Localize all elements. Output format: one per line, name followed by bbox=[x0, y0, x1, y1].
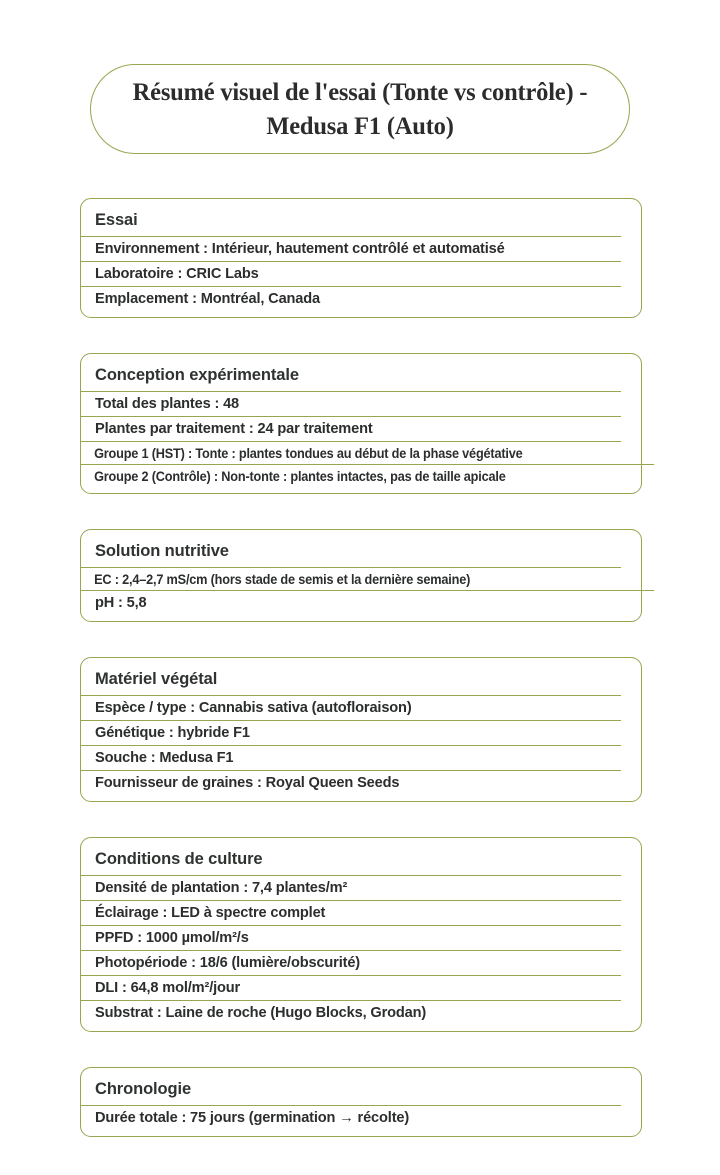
section-row: Substrat : Laine de roche (Hugo Blocks, Grodan) bbox=[95, 1005, 427, 1021]
section-title: Chronologie bbox=[81, 1075, 621, 1106]
section-row: Plantes par traitement : 24 par traitement bbox=[81, 417, 621, 442]
section-row: Durée totale : 75 jours (germination → récolte) bbox=[95, 1110, 410, 1126]
section-card bbox=[80, 837, 642, 1032]
section-row: Environnement : Intérieur, hautement contrôlé et automatisé bbox=[81, 237, 621, 262]
section-card bbox=[80, 657, 642, 802]
section-row: Laboratoire : CRIC Labs bbox=[81, 262, 621, 287]
section-row: Souche : Medusa F1 bbox=[81, 746, 621, 771]
section-card-list bbox=[80, 198, 642, 1172]
section-row: Fournisseur de graines : Royal Queen Seeds bbox=[95, 775, 400, 791]
section-card bbox=[80, 198, 642, 318]
page-title-pill bbox=[90, 64, 630, 154]
section-row: PPFD : 1000 µmol/m²/s bbox=[81, 926, 621, 951]
section-row: Éclairage : LED à spectre complet bbox=[81, 901, 621, 926]
section-card bbox=[80, 1067, 642, 1137]
section-title: Conception expérimentale bbox=[81, 361, 621, 392]
section-title: Conditions de culture bbox=[81, 845, 621, 876]
page-title: Résumé visuel de l'essai (Tonte vs contrôle) - Medusa F1 (Auto) bbox=[132, 77, 588, 140]
section-row: DLI : 64,8 mol/m²/jour bbox=[81, 976, 621, 1001]
section-row: Emplacement : Montréal, Canada bbox=[95, 291, 321, 307]
section-card bbox=[80, 353, 642, 494]
section-row: Photopériode : 18/6 (lumière/obscurité) bbox=[81, 951, 621, 976]
section-row: Total des plantes : 48 bbox=[81, 392, 621, 417]
section-card bbox=[80, 529, 642, 622]
section-title: Solution nutritive bbox=[81, 537, 621, 568]
section-title: Essai bbox=[81, 206, 621, 237]
section-row: pH : 5,8 bbox=[95, 595, 147, 611]
section-title: Matériel végétal bbox=[81, 665, 621, 696]
section-row: Génétique : hybride F1 bbox=[81, 721, 621, 746]
section-row: Densité de plantation : 7,4 plantes/m² bbox=[81, 876, 621, 901]
section-row: EC : 2,4–2,7 mS/cm (hors stade de semis et la dernière semaine) bbox=[81, 568, 654, 591]
section-row: Groupe 2 (Contrôle) : Non-tonte : plantes intactes, pas de taille apicale bbox=[94, 468, 506, 484]
section-row: Groupe 1 (HST) : Tonte : plantes tondues au début de la phase végétative bbox=[81, 442, 654, 465]
section-row: Espèce / type : Cannabis sativa (autofloraison) bbox=[81, 696, 621, 721]
